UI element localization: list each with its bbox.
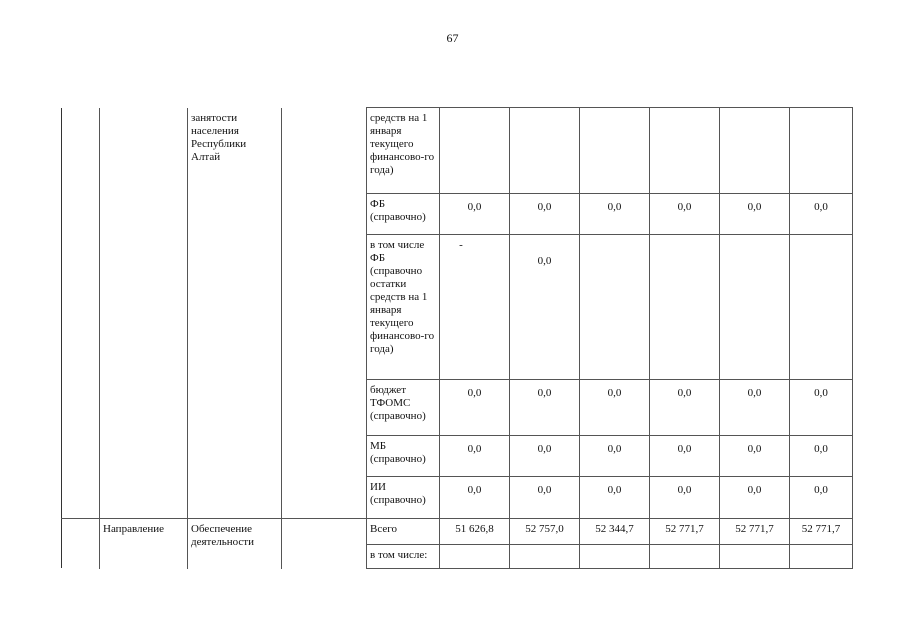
value-cell: 51 626,8 [440,519,510,545]
left-margin-row-separator [61,518,99,519]
value-cell: 0,0 [650,436,720,477]
value-cell [720,108,790,194]
value-cell: 52 771,7 [720,519,790,545]
value-cell [650,235,720,380]
value-cell: 0,0 [510,380,580,436]
executor-cell [282,519,367,569]
source-label-cell: ИИ (справочно) [367,477,440,519]
value-cell: 0,0 [440,194,510,235]
value-cell: 0,0 [510,436,580,477]
value-cell: 0,0 [440,477,510,519]
value-cell [510,545,580,569]
value-cell: 0,0 [440,436,510,477]
value-cell: 52 771,7 [650,519,720,545]
value-cell: 0,0 [650,380,720,436]
value-cell [650,108,720,194]
value-cell: 0,0 [580,477,650,519]
value-cell: 0,0 [790,194,853,235]
source-label-cell: ФБ (справочно) [367,194,440,235]
direction-cell [100,108,188,519]
value-cell [580,108,650,194]
value-cell: - [440,235,510,380]
executor-cell [282,108,367,519]
value-cell: 0,0 [720,436,790,477]
value-cell: 0,0 [720,477,790,519]
value-cell [790,235,853,380]
value-cell: 0,0 [510,194,580,235]
program-name-cell: Обеспечение деятельности [188,519,282,569]
value-cell [720,235,790,380]
value-cell: 0,0 [790,436,853,477]
left-margin-border [61,108,62,568]
source-label-cell: бюджет ТФОМС (справочно) [367,380,440,436]
value-cell: 0,0 [650,194,720,235]
value-cell [440,545,510,569]
page-number: 67 [446,31,459,45]
table-row [100,108,853,194]
direction-cell: Направление [100,519,188,569]
value-cell: 0,0 [790,380,853,436]
table-row [100,519,853,545]
value-cell [720,545,790,569]
value-cell: 52 757,0 [510,519,580,545]
value-cell: 52 771,7 [790,519,853,545]
source-label-cell: средств на 1 января текущего финансово-го года) [367,108,440,194]
budget-table [99,107,853,569]
source-label-cell: в том числе ФБ (справочно остатки средств на 1 января текущего финансово-го года) [367,235,440,380]
value-cell: 0,0 [720,194,790,235]
value-cell: 0,0 [580,436,650,477]
source-label-cell: МБ (справочно) [367,436,440,477]
value-cell: 0,0 [510,235,580,380]
value-cell [790,545,853,569]
value-cell: 0,0 [790,477,853,519]
value-cell: 0,0 [650,477,720,519]
value-cell [580,235,650,380]
program-name-cell [188,108,282,519]
value-cell: 0,0 [580,380,650,436]
value-cell: 0,0 [580,194,650,235]
value-cell [510,108,580,194]
value-cell: 0,0 [510,477,580,519]
value-cell: 0,0 [440,380,510,436]
source-label-cell: Всего [367,519,440,545]
value-cell: 52 344,7 [580,519,650,545]
value-cell [650,545,720,569]
value-cell: 0,0 [720,380,790,436]
source-label-cell: в том числе: [367,545,440,569]
value-cell [790,108,853,194]
value-cell [440,108,510,194]
value-cell [580,545,650,569]
program-name-text: занятости населения Республики Алтай [191,111,247,163]
